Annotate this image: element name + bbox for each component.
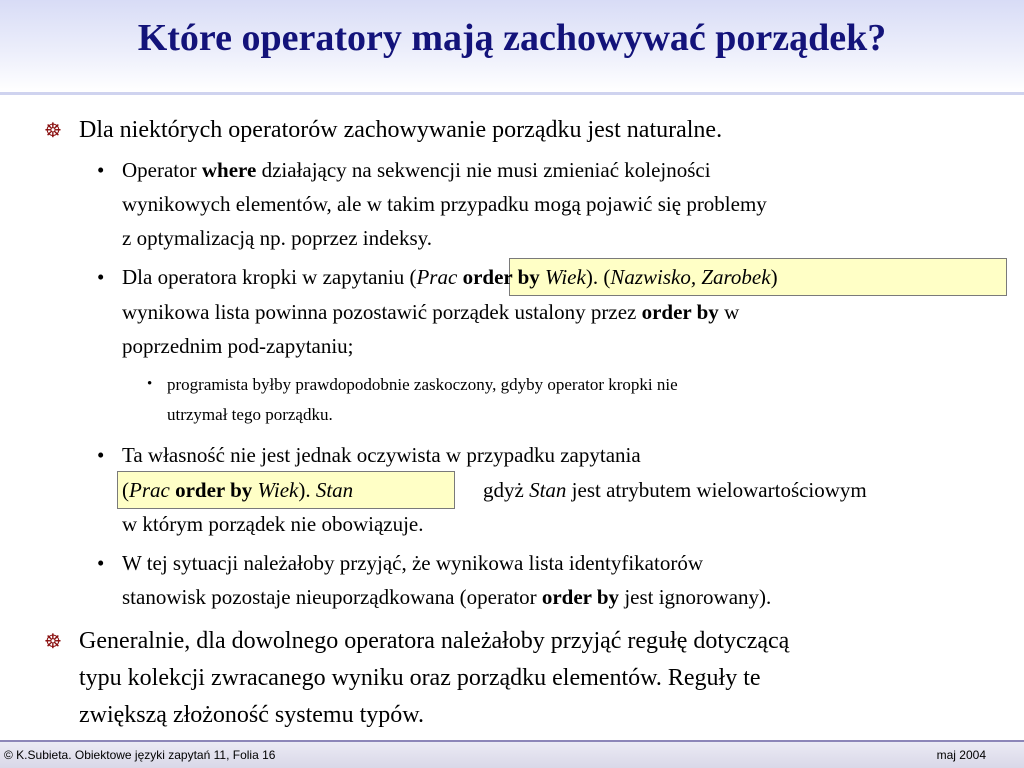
sub-bullet-icon: •	[147, 376, 153, 392]
paragraph-2-line-3: zwiększą złożoność systemu typów.	[79, 702, 425, 728]
wheel-bullet-icon: ☸	[44, 629, 62, 653]
bullet-1-line-1: Operator where działający na sekwencji nie musi zmieniać kolejności	[122, 158, 711, 182]
footer-copyright: © K.Subieta. Obiektowe języki zapytań 11, Folia 16	[4, 748, 276, 762]
bullet-1-line-2: wynikowych elementów, ale w takim przypadku mogą pojawić się problemy	[122, 192, 767, 216]
sub-bullet-line-1: programista byłby prawdopodobnie zaskoczony, gdyby operator kropki nie	[167, 375, 678, 394]
bullet-3-line-3: w którym porządek nie obowiązuje.	[122, 512, 424, 536]
bullet-icon: •	[97, 265, 105, 289]
bullet-2-line-2: wynikowa lista powinna pozostawić porządek ustalony przez order by w	[122, 300, 740, 324]
bullet-1-line-3: z optymalizacją np. poprzez indeksy.	[122, 226, 433, 250]
bullet-3-line-1: Ta własność nie jest jednak oczywista w przypadku zapytania	[122, 443, 641, 467]
bullet-3-line-2a: (Prac order by Wiek). Stan	[122, 478, 354, 502]
bullet-3-line-2b: gdyż Stan jest atrybutem wielowartościowym	[483, 478, 867, 502]
bullet-4-line-1: W tej sytuacji należałoby przyjąć, że wynikowa lista identyfikatorów	[122, 551, 703, 575]
sub-bullet-line-2: utrzymał tego porządku.	[167, 405, 333, 424]
bullet-2-line-1: Dla operatora kropki w zapytaniu (Prac order by Wiek). (Nazwisko, Zarobek)	[122, 265, 778, 289]
bullet-2-line-3: poprzednim pod-zapytaniu;	[122, 334, 354, 358]
bullet-icon: •	[97, 551, 105, 575]
wheel-bullet-icon: ☸	[44, 118, 62, 142]
paragraph-2-line-2: typu kolekcji zwracanego wyniku oraz porządku elementów. Reguły te	[79, 665, 761, 691]
footer-date: maj 2004	[936, 748, 986, 762]
slide-title: Które operatory mają zachowywać porządek?	[137, 17, 887, 59]
bullet-4-line-2: stanowisk pozostaje nieuporządkowana (operator order by jest ignorowany).	[122, 585, 772, 609]
paragraph-1: Dla niektórych operatorów zachowywanie porządku jest naturalne.	[79, 117, 723, 143]
bullet-icon: •	[97, 443, 105, 467]
bullet-icon: •	[97, 158, 105, 182]
paragraph-2-line-1: Generalnie, dla dowolnego operatora należałoby przyjąć regułę dotyczącą	[79, 628, 790, 654]
footer	[0, 740, 1024, 768]
